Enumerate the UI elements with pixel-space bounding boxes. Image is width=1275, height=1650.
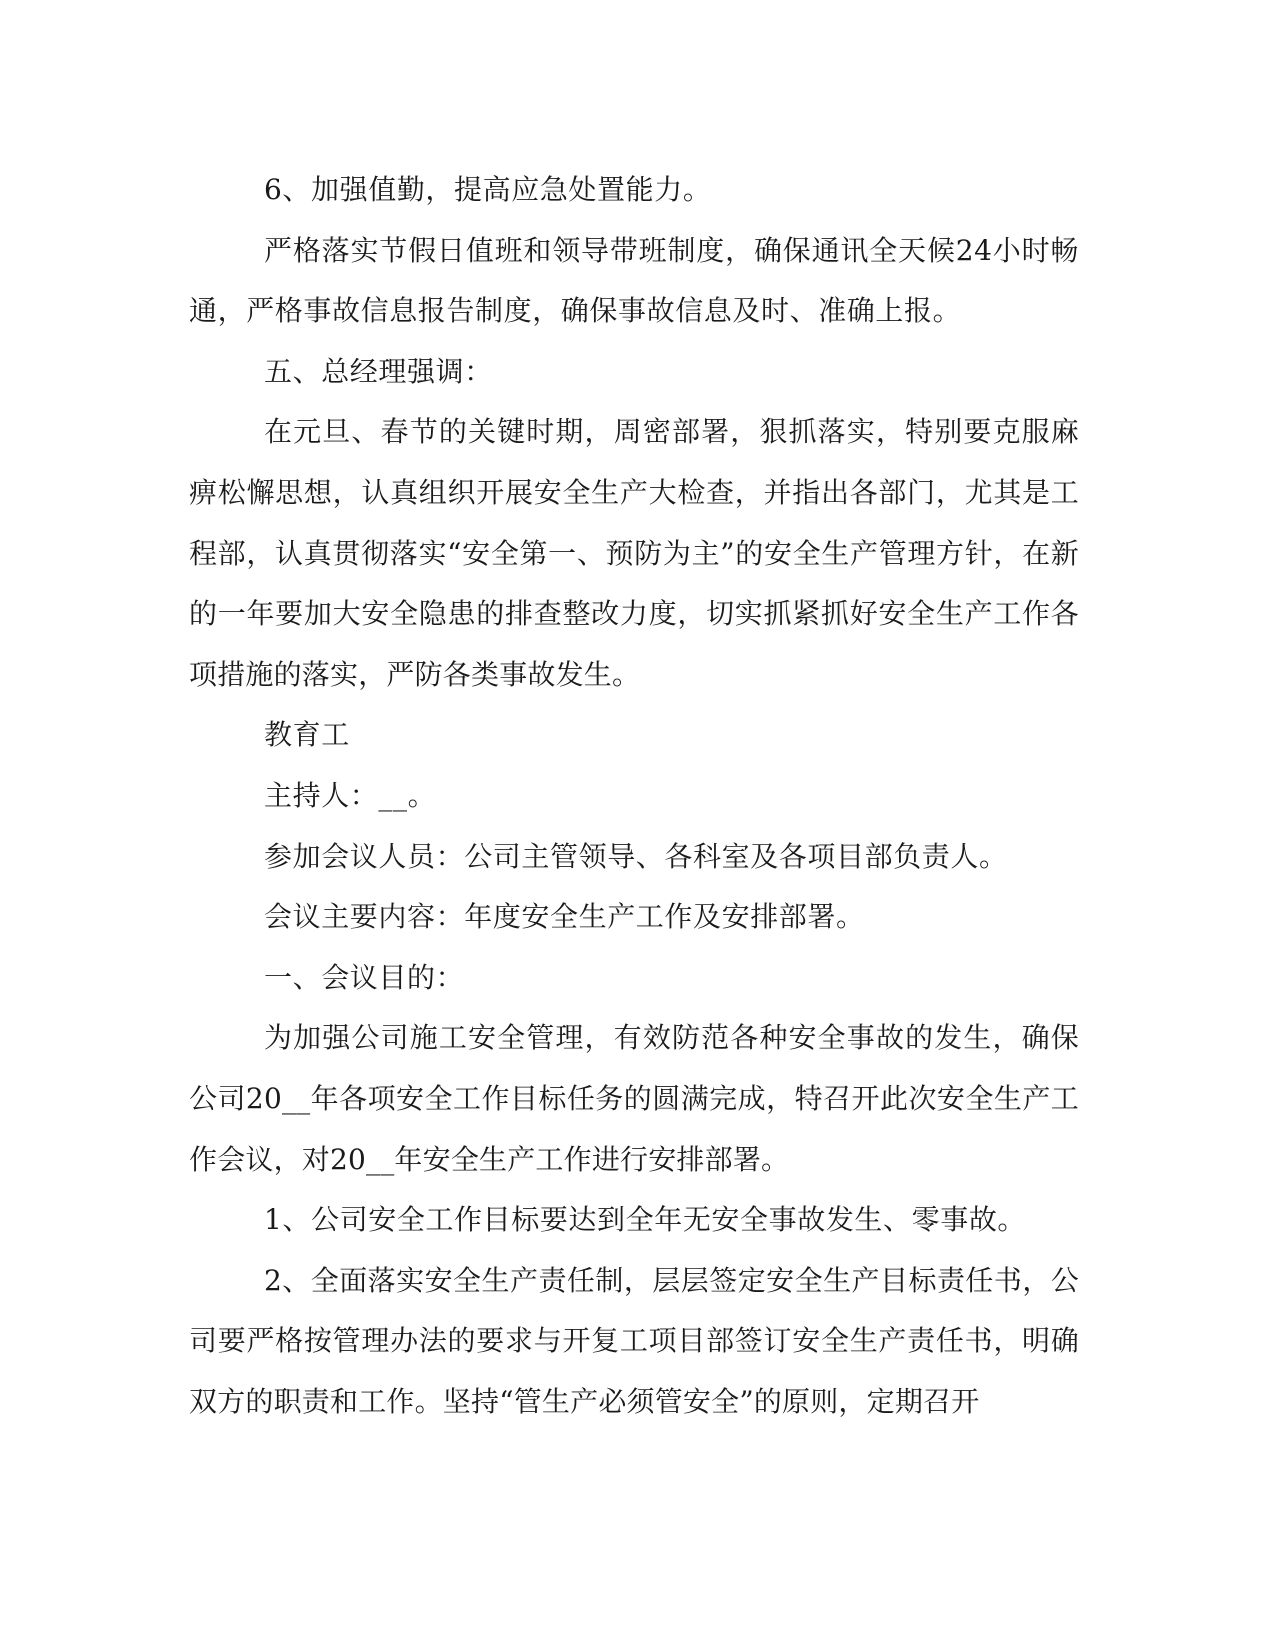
paragraph-duty-heading: 6、加强值勤，提高应急处置能力。 — [264, 173, 712, 206]
paragraph-education-title: 教育工 — [264, 718, 350, 752]
paragraph-meeting-content: 会议主要内容：年度安全生产工作及安排部署。 — [264, 900, 865, 934]
paragraph-target-two: 2、全面落实安全生产责任制，层层签定安全生产目标责任书，公司要严格按管理办法的要求与开复工项目部签订安全生产责任书，明确双方的职责和工作。坚持“管生产必须管安全”的原则，定期召开 — [189, 1263, 1079, 1418]
paragraph-purpose-detail: 为加强公司施工安全管理，有效防范各种安全事故的发生，确保公司20__年各项安全工作目标任务的圆满完成，特召开此次安全生产工作会议，对20__年安全生产工作进行安排部署。 — [189, 1021, 1079, 1176]
paragraph-manager-detail: 在元旦、春节的关键时期，周密部署，狠抓落实，特别要克服麻痹松懈思想，认真组织开展安全生产大检查，并指出各部门，尤其是工程部，认真贯彻落实“安全第一、预防为主”的安全生产管理方针，在新的一年要加大安全隐患的排查整改力度，切实抓紧抓好安全生产工作各项措施的落实，严防各类事故发生。 — [189, 415, 1079, 691]
paragraph-manager-heading: 五、总经理强调： — [264, 354, 493, 388]
document-body — [189, 160, 1079, 1432]
paragraph-target-one: 1、公司安全工作目标要达到全年无安全事故发生、零事故。 — [264, 1203, 1027, 1237]
paragraph-purpose-heading: 一、会议目的： — [264, 960, 465, 994]
paragraph-attendees: 参加会议人员：公司主管领导、各科室及各项目部负责人。 — [264, 839, 1008, 873]
paragraph-host: 主持人：__。 — [264, 778, 437, 812]
paragraph-duty-detail: 严格落实节假日值班和领导带班制度，确保通讯全天候24小时畅通，严格事故信息报告制度，确保事故信息及时、准确上报。 — [189, 233, 1079, 328]
